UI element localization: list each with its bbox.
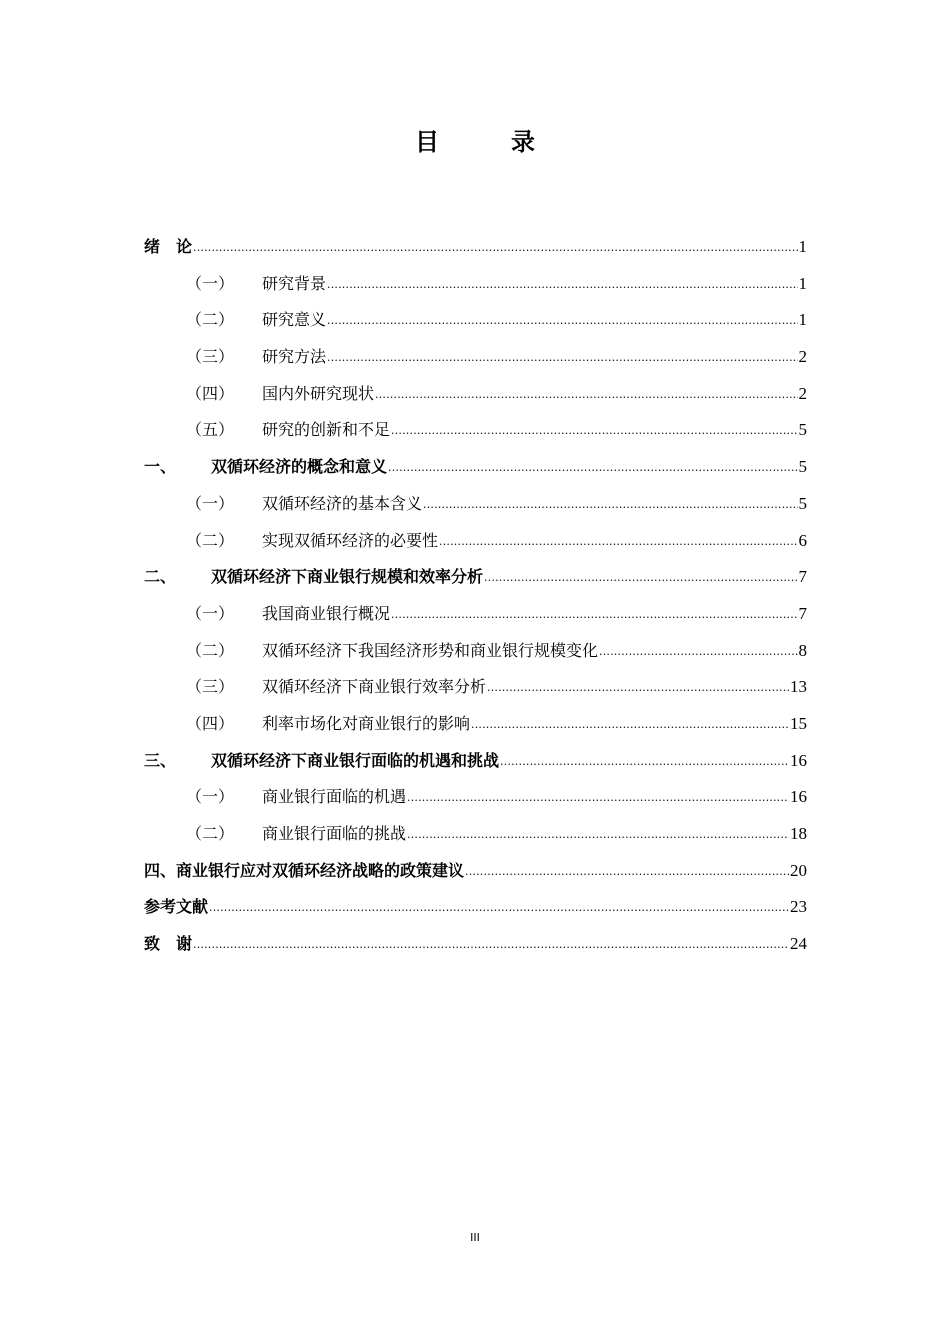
toc-dot-leader xyxy=(500,742,789,781)
toc-dot-leader xyxy=(193,925,789,964)
toc-section-entry[interactable] xyxy=(144,266,807,303)
toc-entry-number: 二、 xyxy=(144,567,177,587)
toc-dot-leader xyxy=(391,411,797,450)
toc-chapter-entry[interactable] xyxy=(144,229,807,266)
toc-entry-title: 研究意义 xyxy=(262,310,327,330)
toc-entry-page-number: 5 xyxy=(798,420,807,440)
toc-dot-leader xyxy=(484,558,797,597)
toc-entry-title: 绪 论 xyxy=(144,237,193,256)
toc-entry-title: 双循环经济的基本含义 xyxy=(262,493,423,513)
toc-entry-title: 国内外研究现状 xyxy=(262,383,375,403)
toc-section-entry[interactable] xyxy=(144,486,807,523)
toc-dot-leader xyxy=(209,888,789,927)
toc-entry-title: 利率市场化对商业银行的影响 xyxy=(262,713,471,733)
table-of-contents xyxy=(144,229,807,963)
toc-entry-number: 一、 xyxy=(144,457,177,477)
toc-dot-leader xyxy=(407,815,789,854)
toc-chapter-entry[interactable] xyxy=(144,559,807,596)
toc-entry-number: （二） xyxy=(186,640,235,660)
toc-dot-leader xyxy=(327,301,797,340)
toc-dot-leader xyxy=(391,595,797,634)
toc-chapter-entry[interactable] xyxy=(144,853,807,890)
toc-entry-page-number: 7 xyxy=(798,567,807,587)
toc-entry-page-number: 18 xyxy=(790,824,807,843)
page-number-footer: III xyxy=(470,1231,480,1244)
toc-section-entry[interactable] xyxy=(144,779,807,816)
toc-entry-number: （二） xyxy=(186,824,235,843)
toc-dot-leader xyxy=(375,375,797,414)
toc-entry-number: （二） xyxy=(186,530,235,550)
toc-section-entry[interactable] xyxy=(144,412,807,449)
toc-entry-page-number: 13 xyxy=(790,677,807,697)
toc-entry-page-number: 16 xyxy=(790,750,807,770)
toc-entry-page-number: 5 xyxy=(798,457,807,477)
toc-entry-number: （三） xyxy=(186,677,235,697)
toc-entry-page-number: 16 xyxy=(790,787,807,807)
toc-entry-page-number: 20 xyxy=(790,860,807,880)
toc-section-entry[interactable] xyxy=(144,816,807,853)
toc-entry-page-number: 24 xyxy=(790,934,807,954)
toc-entry-page-number: 6 xyxy=(798,530,807,550)
toc-chapter-entry[interactable] xyxy=(144,743,807,780)
toc-dot-leader xyxy=(465,852,789,891)
toc-entry-title: 研究的创新和不足 xyxy=(262,420,391,440)
toc-entry-number: （五） xyxy=(186,420,235,440)
toc-entry-page-number: 1 xyxy=(798,237,807,256)
toc-entry-page-number: 23 xyxy=(790,897,807,917)
toc-dot-leader xyxy=(439,522,797,561)
toc-chapter-entry[interactable] xyxy=(144,889,807,926)
toc-entry-number: （一） xyxy=(186,493,235,513)
toc-entry-number: （一） xyxy=(186,787,235,807)
toc-section-entry[interactable] xyxy=(144,669,807,706)
toc-entry-title: 双循环经济下我国经济形势和商业银行规模变化 xyxy=(262,640,599,660)
toc-entry-number: （三） xyxy=(186,347,235,367)
toc-entry-page-number: 2 xyxy=(798,383,807,403)
toc-dot-leader xyxy=(423,485,797,524)
toc-dot-leader xyxy=(193,228,797,267)
toc-entry-title: 四、商业银行应对双循环经济战略的政策建议 xyxy=(144,860,465,880)
toc-entry-title: 双循环经济的概念和意义 xyxy=(211,457,388,477)
toc-dot-leader xyxy=(388,448,797,487)
toc-entry-page-number: 7 xyxy=(798,603,807,623)
toc-entry-title: 商业银行面临的机遇 xyxy=(262,787,407,807)
toc-section-entry[interactable] xyxy=(144,339,807,376)
toc-chapter-entry[interactable] xyxy=(144,926,807,963)
toc-section-entry[interactable] xyxy=(144,596,807,633)
toc-dot-leader xyxy=(407,778,789,817)
toc-dot-leader xyxy=(327,338,797,377)
toc-dot-leader xyxy=(471,705,789,744)
toc-entry-number: （一） xyxy=(186,603,235,623)
toc-section-entry[interactable] xyxy=(144,376,807,413)
toc-entry-page-number: 1 xyxy=(798,310,807,330)
toc-entry-page-number: 2 xyxy=(798,347,807,367)
toc-section-entry[interactable] xyxy=(144,633,807,670)
toc-entry-number: 三、 xyxy=(144,750,177,770)
toc-entry-title: 我国商业银行概况 xyxy=(262,603,391,623)
toc-entry-page-number: 1 xyxy=(798,273,807,293)
toc-section-entry[interactable] xyxy=(144,302,807,339)
toc-dot-leader xyxy=(599,632,797,671)
toc-section-entry[interactable] xyxy=(144,523,807,560)
toc-entry-title: 商业银行面临的挑战 xyxy=(262,824,407,843)
toc-entry-page-number: 5 xyxy=(798,493,807,513)
toc-entry-number: （一） xyxy=(186,273,235,293)
toc-entry-page-number: 8 xyxy=(798,640,807,660)
toc-entry-title: 研究背景 xyxy=(262,273,327,293)
toc-dot-leader xyxy=(327,265,797,304)
toc-entry-title: 实现双循环经济的必要性 xyxy=(262,530,439,550)
toc-entry-title: 双循环经济下商业银行效率分析 xyxy=(262,677,487,697)
toc-dot-leader xyxy=(487,668,789,707)
toc-chapter-entry[interactable] xyxy=(144,449,807,486)
toc-entry-page-number: 15 xyxy=(790,713,807,733)
toc-entry-title: 双循环经济下商业银行面临的机遇和挑战 xyxy=(211,750,500,770)
toc-entry-number: （二） xyxy=(186,310,235,330)
toc-entry-title: 研究方法 xyxy=(262,347,327,367)
toc-entry-title: 双循环经济下商业银行规模和效率分析 xyxy=(211,567,484,587)
toc-section-entry[interactable] xyxy=(144,706,807,743)
toc-entry-title: 参考文献 xyxy=(144,897,209,917)
toc-entry-number: （四） xyxy=(186,713,235,733)
toc-entry-title: 致 谢 xyxy=(144,934,193,954)
toc-entry-number: （四） xyxy=(186,383,235,403)
page-title: 目 录 xyxy=(415,128,559,156)
